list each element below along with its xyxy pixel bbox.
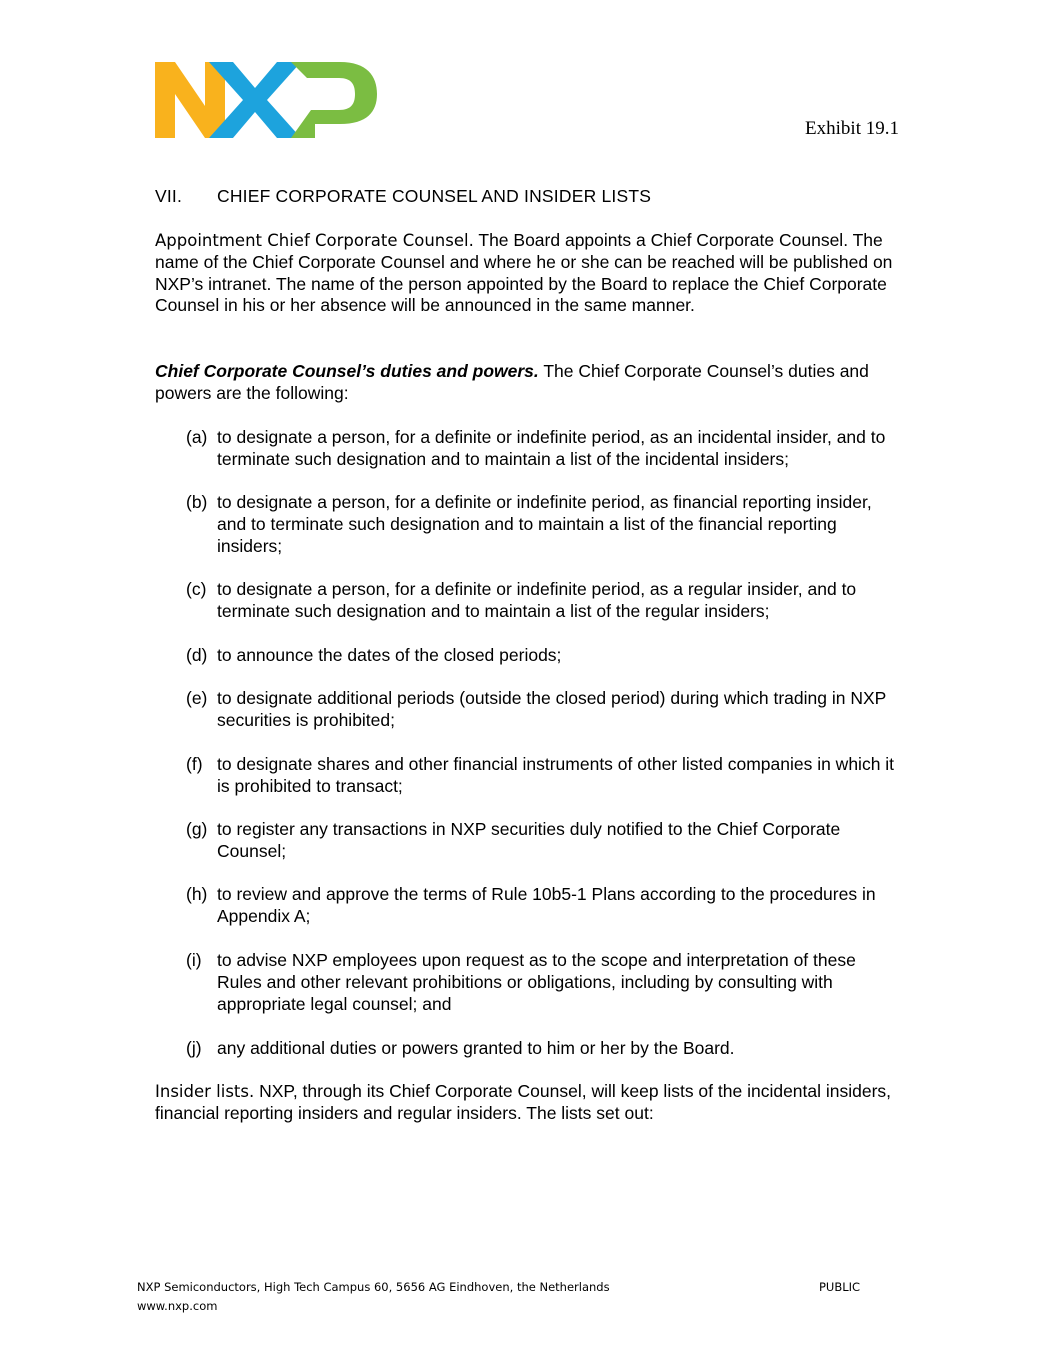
list-item-label: (c) [186, 579, 207, 599]
list-item [186, 492, 903, 557]
list-item [186, 950, 903, 1015]
duties-text: The Chief Corporate Counsel’s duties and powers are the following: [155, 361, 869, 403]
list-item [186, 819, 903, 863]
list-item-text: to designate a person, for a definite or indefinite period, as an incidental insider, and to terminate such designation and to maintain a list of the incidental insiders; [217, 427, 886, 469]
list-item-text: to designate shares and other financial instruments of other listed companies in which it is prohibited to transact; [217, 754, 895, 796]
list-item [186, 884, 903, 928]
insider-lists-text: NXP, through its Chief Corporate Counsel, will keep lists of the incidental insiders, financial reporting insiders and regular insiders. The lists set out: [155, 1081, 892, 1123]
list-item-label: (b) [186, 492, 208, 512]
list-item-text: any additional duties or powers granted to him or her by the Board. [217, 1038, 735, 1058]
footer-address: NXP Semiconductors, High Tech Campus 60, 5656 AG Eindhoven, the Netherlands [137, 1280, 610, 1294]
list-item [186, 645, 903, 667]
section-number: VII. [155, 186, 183, 206]
list-item-label: (e) [186, 688, 208, 708]
list-item-text: to designate additional periods (outside the closed period) during which trading in NXP securities is prohibited; [217, 688, 886, 730]
appointment-text: The Board appoints a Chief Corporate Counsel. The name of the Chief Corporate Counsel and where he or she can be reached will be published on NXP’s intranet. The name of the person appointed by the Board to replace the Chief Corporate Counsel in his or her absence will be announced in the same manner. [155, 230, 893, 316]
appointment-paragraph [155, 230, 903, 317]
section-title: CHIEF CORPORATE COUNSEL AND INSIDER LISTS [217, 186, 652, 206]
list-item [186, 1038, 903, 1060]
list-item-label: (h) [186, 884, 208, 904]
exhibit-number: Exhibit 19.1 [805, 118, 899, 139]
list-item-label: (a) [186, 427, 208, 447]
insider-lists-lead: Insider lists. [155, 1082, 255, 1101]
list-item-label: (j) [186, 1038, 202, 1058]
list-item [186, 688, 903, 732]
nxp-logo [155, 62, 377, 138]
list-item-text: to advise NXP employees upon request as to the scope and interpretation of these Rules and other relevant prohibitions or obligations, including by consulting with appropriate legal counsel; and [217, 950, 856, 1014]
list-item-label: (f) [186, 754, 203, 774]
list-item [186, 427, 903, 471]
list-item-text: to designate a person, for a definite or indefinite period, as financial reporting insider, and to terminate such designation and to maintain a list of the financial reporting insiders; [217, 492, 872, 556]
list-item-text: to review and approve the terms of Rule 10b5-1 Plans according to the procedures in Appendix A; [217, 884, 876, 926]
list-item [186, 579, 903, 623]
nxp-logo-graphic [155, 62, 377, 138]
section-heading [155, 186, 651, 207]
list-item-text: to register any transactions in NXP securities duly notified to the Chief Corporate Counsel; [217, 819, 841, 861]
footer-classification: PUBLIC [819, 1280, 861, 1294]
list-item-text: to announce the dates of the closed periods; [217, 645, 562, 665]
list-item-label: (d) [186, 645, 208, 665]
insider-lists-paragraph [155, 1081, 903, 1125]
list-item [186, 754, 903, 798]
list-item-label: (g) [186, 819, 208, 839]
duties-lead: Chief Corporate Counsel’s duties and powers. [155, 361, 539, 381]
footer-website: www.nxp.com [137, 1299, 218, 1313]
list-item-text: to designate a person, for a definite or indefinite period, as a regular insider, and to terminate such designation and to maintain a list of the regular insiders; [217, 579, 857, 621]
list-item-label: (i) [186, 950, 202, 970]
appointment-lead: Appointment Chief Corporate Counsel. [155, 231, 474, 250]
duties-paragraph [155, 361, 903, 405]
